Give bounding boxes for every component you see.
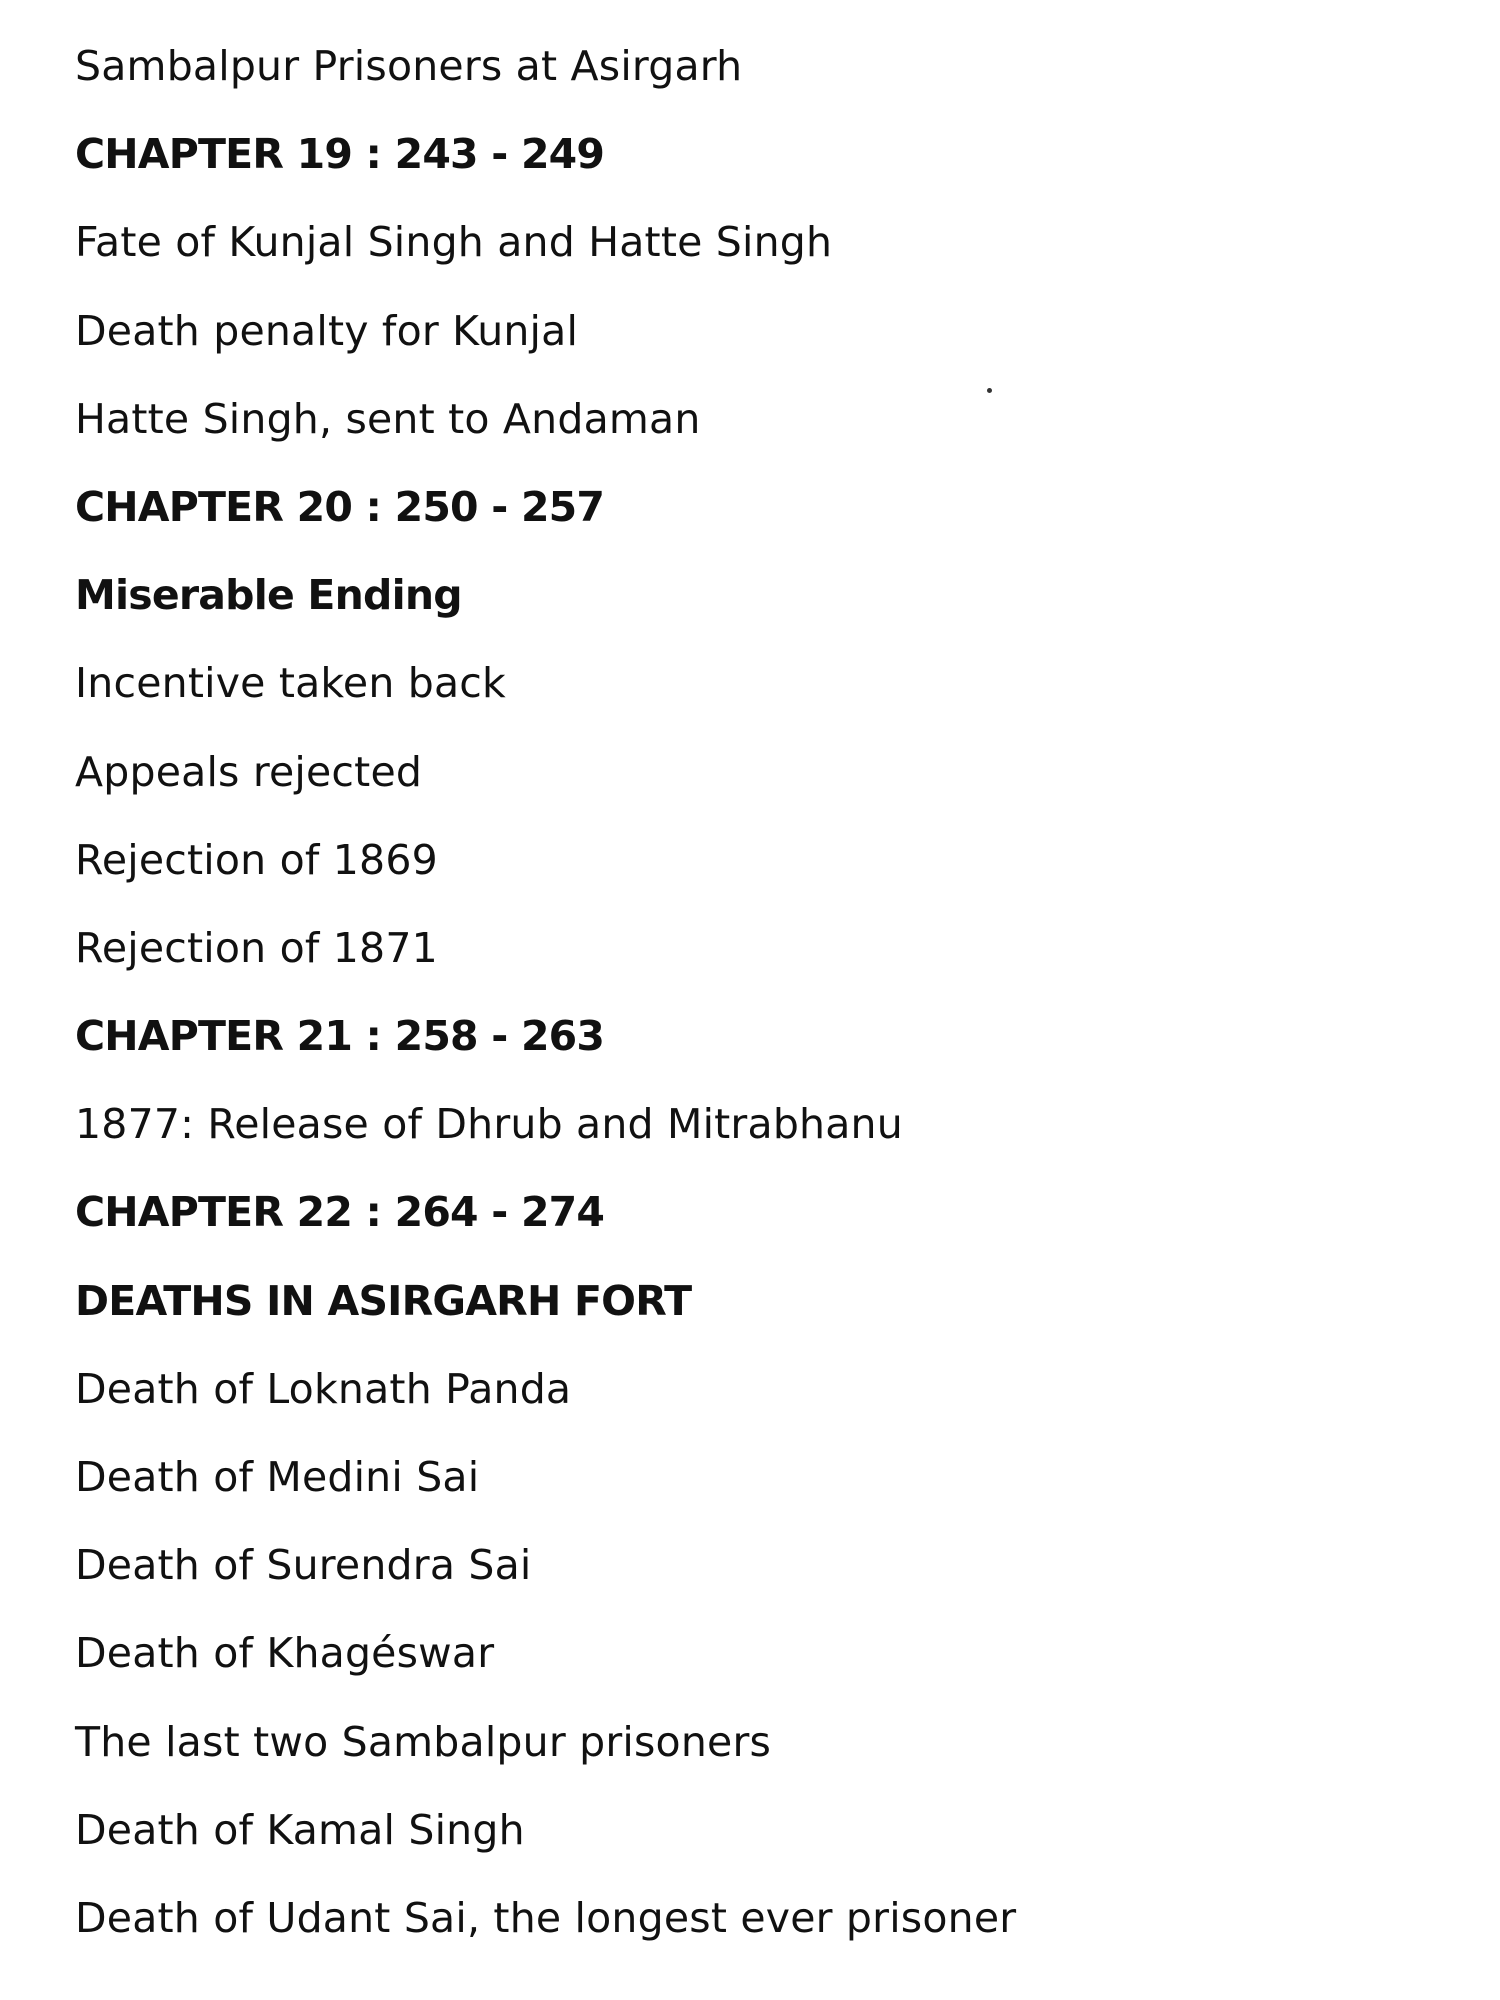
toc-entry: Hatte Singh, sent to Andaman <box>75 394 701 443</box>
toc-entry: Death penalty for Kunjal <box>75 306 579 355</box>
toc-entry: Death of Khagéswar <box>75 1629 495 1678</box>
toc-entry: Appeals rejected <box>75 747 423 796</box>
toc-entry: Death of Udant Sai, the longest ever prisoner <box>75 1893 1017 1942</box>
toc-entry: Rejection of 1871 <box>75 923 438 972</box>
chapter-heading: CHAPTER 20 : 250 - 257 <box>75 482 605 531</box>
chapter-heading: CHAPTER 21 : 258 - 263 <box>75 1012 605 1061</box>
toc-entry: The last two Sambalpur prisoners <box>75 1717 772 1766</box>
scan-speck <box>987 388 992 393</box>
toc-entry: Death of Medini Sai <box>75 1453 480 1501</box>
toc-entry: Death of Kamal Singh <box>75 1805 525 1854</box>
toc-entry: 1877: Release of Dhrub and Mitrabhanu <box>75 1100 903 1149</box>
toc-entry: Rejection of 1869 <box>75 835 438 884</box>
table-of-contents <box>75 22 1455 1962</box>
toc-entry: Fate of Kunjal Singh and Hatte Singh <box>75 218 833 267</box>
section-heading: DEATHS IN ASIRGARH FORT <box>75 1276 692 1325</box>
chapter-heading: CHAPTER 22 : 264 - 274 <box>75 1188 605 1237</box>
toc-entry: Incentive taken back <box>75 659 506 708</box>
chapter-heading: CHAPTER 19 : 243 - 249 <box>75 130 605 179</box>
section-heading: Miserable Ending <box>75 571 462 620</box>
toc-entry: Death of Loknath Panda <box>75 1364 572 1413</box>
toc-entry: Sambalpur Prisoners at Asirgarh <box>75 42 743 90</box>
toc-entry: Death of Surendra Sai <box>75 1541 532 1590</box>
